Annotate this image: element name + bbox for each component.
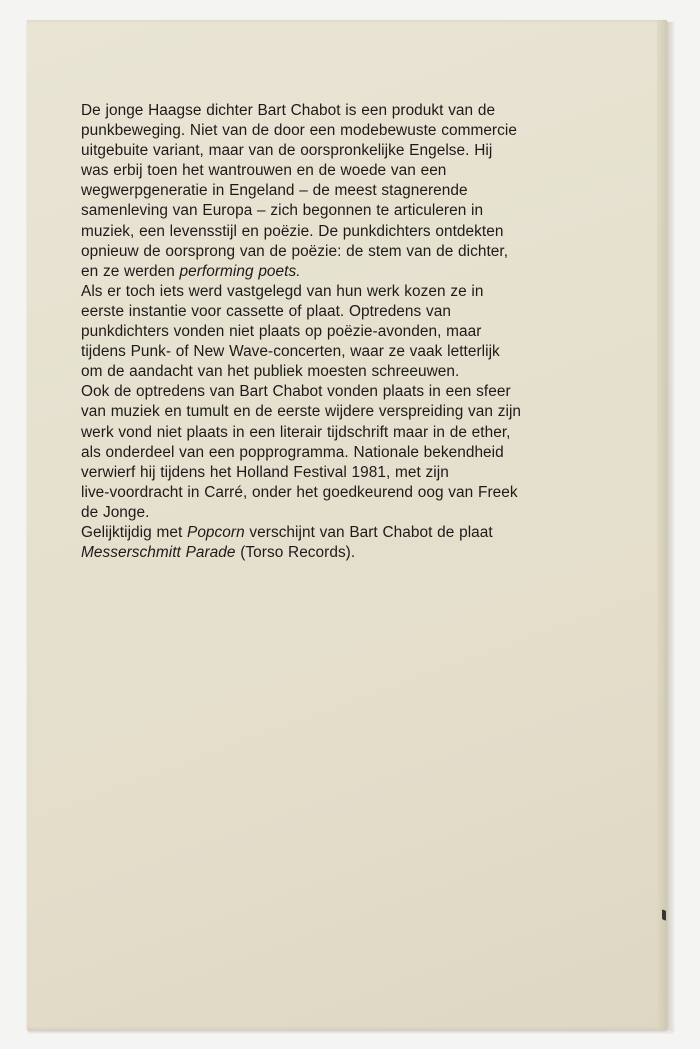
blurb-line: uitgebuite variant, maar van de oorspronkelijke Engelse. Hij xyxy=(81,142,493,160)
blurb-line: live-voordracht in Carré, onder het goedkeurend oog van Freek xyxy=(81,483,518,501)
blurb-text: (Torso Records). xyxy=(235,544,356,562)
blurb-line: Ook de optredens van Bart Chabot vonden plaats in een sfeer xyxy=(81,383,511,401)
blurb-text: en ze werden xyxy=(81,262,180,280)
blurb-line: De jonge Haagse dichter Bart Chabot is een produkt van de xyxy=(81,102,496,119)
italic-term: performing poets. xyxy=(179,262,301,280)
blurb-line: punkbeweging. Niet van de door een modebewuste commercie xyxy=(81,122,517,140)
blurb-line: werk vond niet plaats in een literair tijdschrift maar in de ether, xyxy=(81,423,511,441)
blurb-line: verwierf hij tijdens het Holland Festival 1981, met zijn xyxy=(81,463,449,481)
blurb-line: Als er toch iets werd vastgelegd van hun werk kozen ze in xyxy=(81,282,484,300)
blurb-line: van muziek en tumult en de eerste wijdere verspreiding van zijn xyxy=(81,403,522,421)
record-title: Messerschmitt Parade xyxy=(81,544,236,562)
blurb-line: opnieuw de oorsprong van de poëzie: de stem van de dichter, xyxy=(81,242,509,260)
blurb-line: wegwerpgeneratie in Engeland – de meest stagnerende xyxy=(81,182,468,200)
blurb-line: de Jonge. xyxy=(81,503,150,521)
edge-mark xyxy=(662,909,666,920)
blurb-line xyxy=(81,523,641,543)
cover-edge xyxy=(657,20,667,1030)
blurb-line: was erbij toen het wantrouwen en de woede van een xyxy=(81,162,447,180)
blurb-line: eerste instantie voor cassette of plaat. Optredens van xyxy=(81,302,451,320)
blurb-line: tijdens Punk- of New Wave-concerten, waar ze vaak letterlijk xyxy=(81,343,500,361)
blurb-text: verschijnt van Bart Chabot de plaat xyxy=(244,523,493,541)
blurb-line: om de aandacht van het publiek moesten schreeuwen. xyxy=(81,363,460,381)
blurb-line: als onderdeel van een popprogramma. Nationale bekendheid xyxy=(81,443,504,461)
blurb-line: muziek, een levensstijl en poëzie. De punkdichters ontdekten xyxy=(81,222,504,240)
back-cover-blurb xyxy=(81,101,641,563)
blurb-line xyxy=(81,262,641,282)
blurb-line xyxy=(81,543,641,563)
blurb-text: Gelijktijdig met xyxy=(81,523,187,541)
book-title: Popcorn xyxy=(187,523,245,541)
blurb-line: punkdichters vonden niet plaats op poëzie-avonden, maar xyxy=(81,323,482,341)
blurb-line: samenleving van Europa – zich begonnen te articuleren in xyxy=(81,202,484,220)
